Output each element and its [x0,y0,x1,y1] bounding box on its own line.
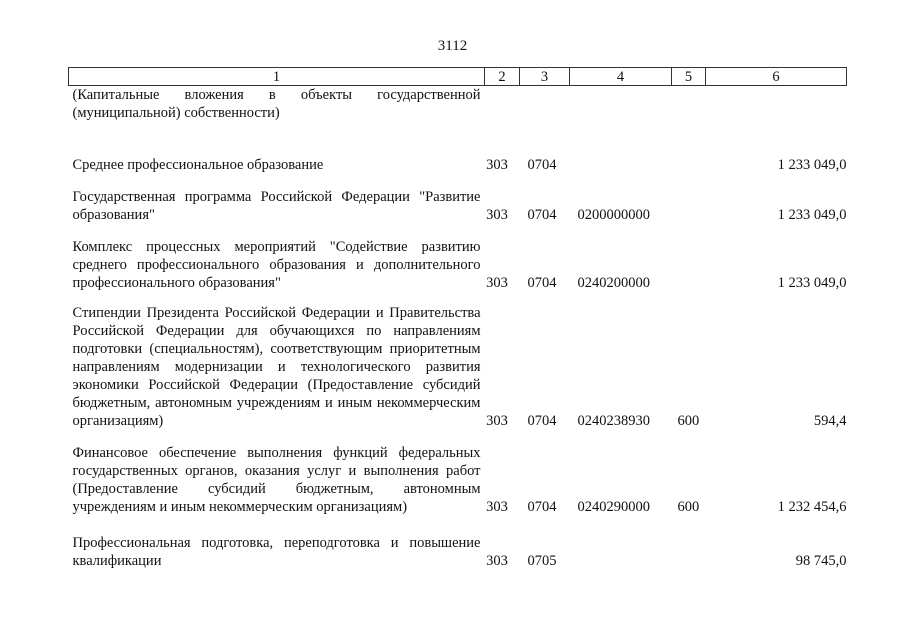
table-row [69,86,847,141]
row-sum: 1 233 049,0 [777,275,847,291]
row-cs: 0200000000 [577,207,650,223]
row-cs: 0240200000 [577,275,650,291]
row-name: Финансовое обеспечение выполнения функций федеральных государственных органов, оказания услуг и выполнения работ (Предоставление субсидий бюджетным, автономным учреждениям и иным некоммерческим организациям) [72,445,481,515]
row-rz [520,86,570,141]
row-sum: 1 232 454,6 [777,499,847,515]
table-row [69,174,847,224]
row-gr: 303 [486,413,508,429]
row-rz: 0705 [527,553,557,569]
row-vr [672,140,706,174]
row-sum: 1 233 049,0 [777,207,847,223]
table-row [69,430,847,516]
budget-table [68,67,847,570]
row-rz: 0704 [527,413,557,429]
row-rz: 0704 [527,499,557,515]
row-sum: 1 233 049,0 [777,157,847,173]
row-vr [672,224,706,292]
table-row [69,292,847,430]
row-vr: 600 [677,413,700,429]
header-col-3: 3 [520,68,570,86]
row-vr [672,86,706,141]
row-sum: 98 745,0 [795,553,847,569]
row-vr [672,174,706,224]
row-gr: 303 [486,207,508,223]
row-cs [570,86,672,141]
header-col-5: 5 [672,68,706,86]
header-col-4: 4 [570,68,672,86]
row-rz: 0704 [527,207,557,223]
row-cs: 0240238930 [577,413,650,429]
row-name: Комплекс процессных мероприятий "Содействие развитию среднего профессионального образования и дополнительного профессионального образования" [72,239,481,291]
header-row [69,68,847,86]
row-rz: 0704 [527,157,557,173]
row-sum: 594,4 [813,413,847,429]
header-col-2: 2 [485,68,520,86]
row-vr [672,516,706,570]
row-rz: 0704 [527,275,557,291]
row-gr: 303 [486,499,508,515]
row-name: (Капитальные вложения в объекты государственной (муниципальной) собственности) [72,87,481,121]
row-cs [570,516,672,570]
row-name: Среднее профессиональное образование [72,157,324,173]
page-number: 3112 [437,38,468,54]
row-gr [485,86,520,141]
row-sum [706,86,847,141]
row-gr: 303 [486,157,508,173]
row-cs: 0240290000 [577,499,650,515]
table-row [69,140,847,174]
row-vr: 600 [677,499,700,515]
row-gr: 303 [486,275,508,291]
row-cs [570,140,672,174]
row-name: Государственная программа Российской Федерации "Развитие образования" [72,189,481,223]
header-col-1: 1 [69,68,485,86]
header-col-6: 6 [706,68,847,86]
row-gr: 303 [486,553,508,569]
row-name: Стипендии Президента Российской Федерации и Правительства Российской Федерации для обучающихся по направлениям подготовки (специальностям), соответствующим приоритетным направлениям модернизации и технологического развития экономики Российской Федерации (Предоставление субсидий бюджетным, автономным учреждениям и иным некоммерческим организациям) [72,305,481,429]
table-row [69,516,847,570]
row-name: Профессиональная подготовка, переподготовка и повышение квалификации [72,535,481,569]
table-row [69,224,847,292]
